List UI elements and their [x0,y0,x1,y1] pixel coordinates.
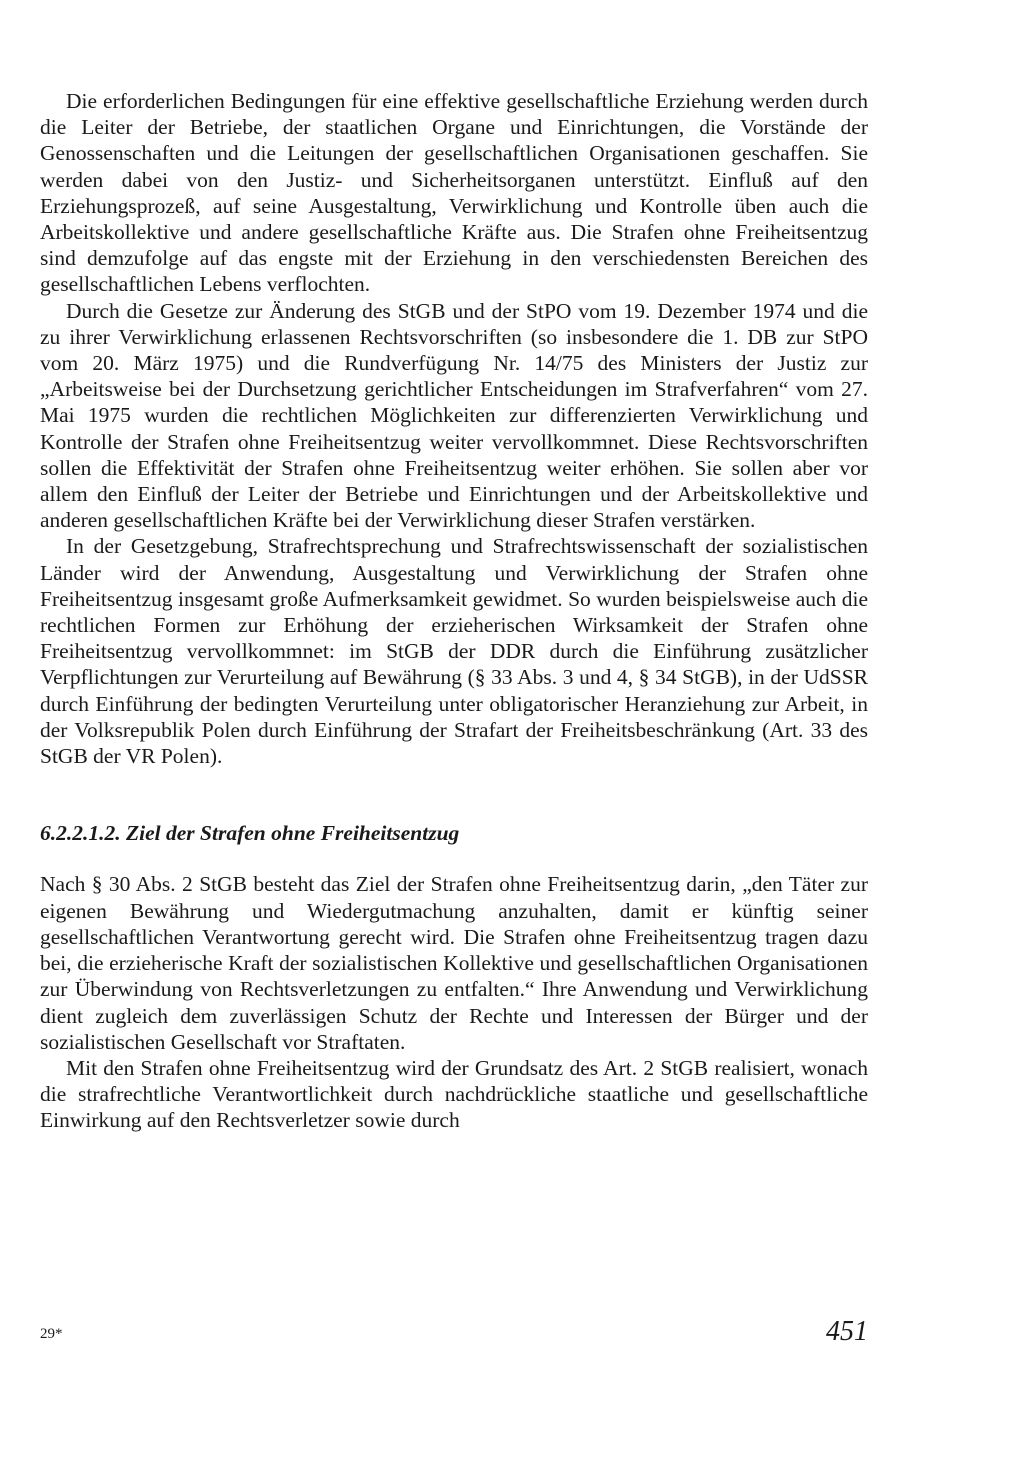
page-body [40,88,868,1134]
paragraph-grundsatz-art2: Mit den Strafen ohne Freiheitsentzug wird der Grundsatz des Art. 2 StGB realisiert, wonach die strafrechtliche Verantwortlichkeit durch nachdrückliche staatliche und gesellschaftliche Einwirkung auf den Rechtsverletzer sowie durch [40,1055,868,1133]
heading-spacer [40,846,868,871]
section-heading: 6.2.2.1.2. Ziel der Strafen ohne Freiheitsentzug [40,821,460,846]
page-number: 451 [826,1316,868,1347]
signature-mark: 29* [40,1326,63,1342]
page-footer [40,1316,868,1356]
paragraph-erziehung-bedingungen: Die erforderlichen Bedingungen für eine effektive gesellschaftliche Erziehung werden durch die Leiter der Betriebe, der staatlichen Organe und Einrichtungen, die Vorstände der Genossenschaften und die Leitungen der gesellschaftlichen Organisationen geschaffen. Sie werden dabei von den Justiz- und Sicherheitsorganen unterstützt. Einfluß auf den Erziehungsprozeß, auf seine Ausgestaltung, Verwirklichung und Kontrolle üben auch die Arbeitskollektive und andere gesellschaftliche Kräfte aus. Die Strafen ohne Freiheitsentzug sind demzufolge auf das engste mit der Erziehung in den verschiedensten Bereichen des gesellschaftlichen Lebens verflochten. [40,89,868,297]
paragraph-gesetze-aenderung: Durch die Gesetze zur Änderung des StGB und der StPO vom 19. Dezember 1974 und die zu ihrer Verwirklichung erlassenen Rechtsvorschriften (so insbesondere die 1. DB zur StPO vom 20. März 1975) und die Rundverfügung Nr. 14/75 des Ministers der Justiz zur „Arbeitsweise bei der Durchsetzung gerichtlicher Entscheidungen im Strafverfahren“ vom 27. Mai 1975 wurden die rechtlichen Möglichkeiten zur differenzierten Verwirklichung und Kontrolle der Strafen ohne Freiheitsentzug weiter vervollkommnet. Diese Rechtsvorschriften sollen die Effektivität der Strafen ohne Freiheitsentzug weiter erhöhen. Sie sollen aber vor allem den Einfluß der Leiter der Betriebe und Einrichtungen und der Arbeitskollektive und anderen gesellschaftlichen Kräfte bei der Verwirklichung dieser Strafen verstärken. [40,298,868,533]
paragraph-sozialistische-laender: In der Gesetzgebung, Strafrechtsprechung und Strafrechtswissenschaft der sozialistischen Länder wird der Anwendung, Ausgestaltung und Verwirklichung der Strafen ohne Freiheitsentzug insgesamt große Aufmerksamkeit gewidmet. So wurden beispielsweise auch die rechtlichen Formen zur Erhöhung der erzieherischen Wirksamkeit der Strafen ohne Freiheitsentzug vervollkommnet: im StGB der DDR durch die Einführung zusätzlicher Verpflichtungen zur Verurteilung auf Bewährung (§ 33 Abs. 3 und 4, § 34 StGB), in der UdSSR durch Einführung der bedingten Verurteilung unter obligatorischer Heranziehung zur Arbeit, in der Volksrepublik Polen durch Einführung der Strafart der Freiheitsbeschränkung (Art. 33 des StGB der VR Polen). [40,534,868,769]
paragraph-ziel-strafen: Nach § 30 Abs. 2 StGB besteht das Ziel der Strafen ohne Freiheitsentzug darin, „den Täter zur eigenen Bewährung und Wiedergutmachung anzuhalten, damit er künftig seiner gesellschaftlichen Verantwortung gerecht wird. Die Strafen ohne Freiheitsentzug tragen dazu bei, die erzieherische Kraft der sozialistischen Kollektive und gesellschaftlichen Organisationen zur Überwindung von Rechtsverletzungen zu entfalten.“ Ihre Anwendung und Verwirklichung dient zugleich dem zuverlässigen Schutz der Rechte und Interessen der Bürger und der sozialistischen Gesellschaft vor Straftaten. [40,872,868,1054]
